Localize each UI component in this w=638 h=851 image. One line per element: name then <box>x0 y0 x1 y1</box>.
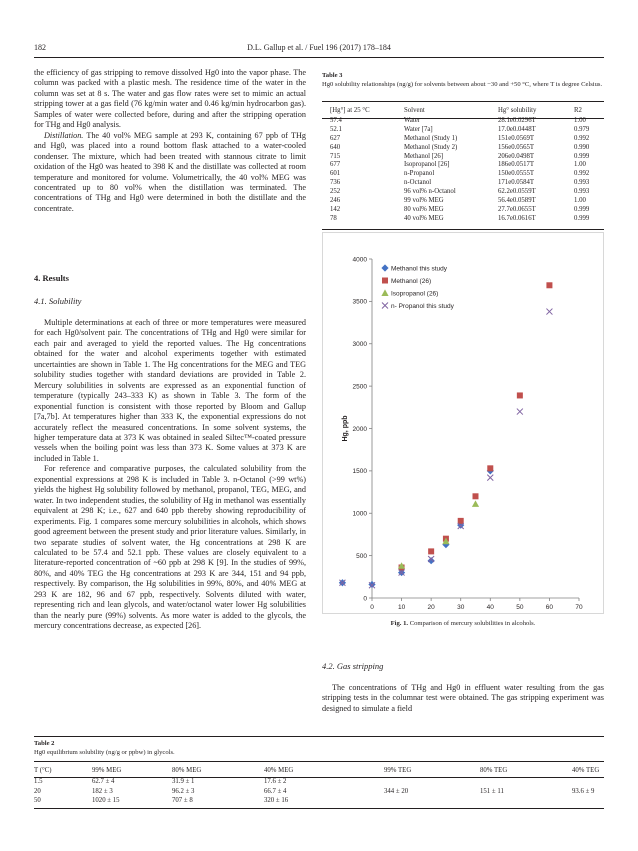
table3-cell: 715 <box>330 152 341 160</box>
table3-cell: 0.999 <box>574 152 590 160</box>
gas-stripping-paragraph <box>322 683 604 714</box>
data-point-diamond <box>428 557 435 564</box>
y-tick-label: 2500 <box>352 383 367 391</box>
left-column-results <box>34 318 306 632</box>
table3-cell: Isopropanol [26] <box>404 161 450 169</box>
y-tick-label: 3000 <box>352 341 367 349</box>
table2-header-cell: 99% MEG <box>92 767 122 774</box>
table2-cell: 50 <box>34 797 41 805</box>
table3-cell: Methanol (Study 2) <box>404 143 458 151</box>
table3-body <box>322 116 604 223</box>
x-tick-label: 70 <box>575 604 583 611</box>
y-tick-label: 2000 <box>352 425 367 433</box>
table3-row <box>322 187 604 196</box>
data-point-square <box>458 518 464 524</box>
results-paragraph-1: Multiple determinations at each of three or more temperatures were measured for each Hg0/solvent pair. The concentrations of THg and Hg0 were similar for each pair and averaged to yield the reported values. The Hg concentrations obtained for the water and alcohol experiments together with estimated uncertainties are shown in Table 1. The Hg concentrations for the MEG and TEG solubility studies together with standard deviations are provided in Table 2. Mercury solubilities in solvents are expressed as an exponential function of temperature (typically 243–333 K) as shown in Table 3. The form of the exponential function is consistent with those reported by Bloom and Gallup [7a,7b]. At temperatures higher than 333 K, the exponential expressions do not accurately reflect the measured concentrations. In some solvent systems, the higher temperature data at 373 K was obtained in sealed Siltec™-coated pressure vessels when the boiling point was less than 373 K. Some values at 373 K are included in Table 1. <box>34 318 306 463</box>
table2-cell: 707 ± 8 <box>172 797 193 805</box>
figure1-chart <box>322 232 604 614</box>
table2-cell: 1.5 <box>34 778 43 786</box>
table3-header-cell: R2 <box>574 106 582 114</box>
table2-header-cell: 40% MEG <box>264 767 294 774</box>
table3-row <box>322 143 604 152</box>
table2-row <box>34 777 604 787</box>
table3-row <box>322 134 604 143</box>
table3-cell: 28.1e0.0296T <box>498 116 536 124</box>
table2-caption-rule <box>34 761 604 762</box>
table3-cell: 56.4e0.0589T <box>498 196 536 204</box>
subsection-heading-gas-stripping: 4.2. Gas stripping <box>322 661 384 671</box>
table3-cell: 0.993 <box>574 179 590 187</box>
table2-cell <box>480 796 572 806</box>
table3-row <box>322 178 604 187</box>
legend-label: Methanol this study <box>391 265 448 273</box>
table3-cell: 601 <box>330 170 341 178</box>
table3-cell: 186e0.0517T <box>498 161 535 169</box>
table3-row <box>322 196 604 205</box>
table3-caption: Hg0 solubility relationships (ng/g) for solvents between about −30 and +50 °C, where T is degree Celsius. <box>322 81 603 88</box>
legend-marker-triangle <box>381 289 388 296</box>
legend-marker-diamond <box>381 264 388 271</box>
y-tick-label: 0 <box>363 595 367 603</box>
header-rule <box>34 57 604 58</box>
table3-cell: 40 vol% MEG <box>404 214 444 222</box>
table3-cell: 736 <box>330 179 341 187</box>
table3-cell: 0.993 <box>574 188 590 196</box>
distillation-text: The 40 vol% MEG sample at 293 K, containing 67 ppb of THg and Hg0, was placed into a round bottom flask attached to a water-cooled condenser. The mixture, which had been treated with stannous citrate to limit oxidation of the Hg0 was heated to 398 K and the distillate was collected at room temperature and monitored for volume. Volumetrically, the 40 vol% MEG was concentrated up to 80 vol% when the distillation was terminated. The concentrations of THg and Hg0 were determined in both the distillate and the concentrate. <box>34 130 306 213</box>
table2-header-cell: T (°C) <box>34 767 52 774</box>
table3-cell: 1.00 <box>574 116 586 124</box>
figure1-caption <box>322 619 604 628</box>
table2-row <box>34 787 604 797</box>
table3-header-rule <box>322 118 604 119</box>
table3-header-row <box>322 104 604 116</box>
table3-row <box>322 169 604 178</box>
table3-cell: 16.7e0.0616T <box>498 214 536 222</box>
table2-header-rule <box>34 777 604 778</box>
table3-cell: 78 <box>330 214 337 222</box>
data-point-x <box>546 309 552 315</box>
table2-bottom-rule <box>34 808 604 809</box>
table3-cell: Methanol (Study 1) <box>404 134 458 142</box>
table3-cell: n-Propanol <box>404 170 435 178</box>
table2-top-rule <box>34 736 604 737</box>
table3-cell: 0.992 <box>574 170 590 178</box>
table3-row <box>322 152 604 161</box>
table3-cell: 151e0.0569T <box>498 134 535 142</box>
legend-label: Methanol (26) <box>391 277 432 285</box>
table3-cell: 1.00 <box>574 161 586 169</box>
y-tick-label: 4000 <box>352 256 367 264</box>
table2-caption: Hg0 equilibrium solubility (ng/g or ppbw) in glycols. <box>34 749 175 756</box>
distillation-label: Distillation. <box>44 130 84 140</box>
table3-cell: 627 <box>330 134 341 142</box>
table3-cell: 0.990 <box>574 143 590 151</box>
table3-header-cell: [Hg°] at 25 °C <box>330 106 370 114</box>
table3-cell: 0.999 <box>574 205 590 213</box>
table2-cell: 344 ± 20 <box>384 787 409 795</box>
data-point-diamond <box>368 581 375 588</box>
table2-cell <box>572 796 604 806</box>
subsection-heading-solubility: 4.1. Solubility <box>34 296 82 306</box>
data-point-square <box>517 392 523 398</box>
figure1-caption-text: Comparison of mercury solubilities in alcohols. <box>409 620 536 627</box>
data-point-x <box>487 475 493 481</box>
table3-row <box>322 205 604 214</box>
data-point-square <box>473 493 479 499</box>
table3-cell: 52.1 <box>330 125 342 133</box>
data-point-square <box>546 282 552 288</box>
table2-row <box>34 796 604 806</box>
x-tick-label: 10 <box>397 604 406 611</box>
legend-label: Isopropanol (26) <box>391 290 439 298</box>
y-tick-label: 500 <box>356 552 367 560</box>
table3-cell: Water [7a] <box>404 125 433 133</box>
y-tick-label: 1000 <box>352 510 367 518</box>
table2-body <box>34 777 604 806</box>
gas-stripping-text: The concentrations of THg and Hg0 in effluent water resulting from the gas stripping tests in the columnar test were obtained. The gas stripping experiment was designed to simulate a field <box>322 683 604 713</box>
table3-cell: 246 <box>330 196 341 204</box>
table3-cell: 99 vol% MEG <box>404 196 444 204</box>
intro-paragraph: the efficiency of gas stripping to remove dissolved Hg0 into the vapor phase. The column was packed with a plastic mesh. The residence time of the water in the column was set at 8 s. The water and gas flow rates were set to mimic an actual stripping tower at a gas field (76 kg/min water and 0.46 kg/min hydrocarbon gas). Samples of water were collected before, during and after the stripping operation for THg and Hg0 analysis. <box>34 68 306 130</box>
table3-cell: 27.7e0.0655T <box>498 205 536 213</box>
table3-cell: Methanol [26] <box>404 152 444 160</box>
table2-cell: 62.7 ± 4 <box>92 778 115 786</box>
table3-cell: 17.0e0.0448T <box>498 125 536 133</box>
distillation-paragraph <box>34 131 306 215</box>
table2-cell: 93.6 ± 9 <box>572 787 595 795</box>
y-tick-label: 3500 <box>352 298 367 306</box>
table3-bottom-rule <box>322 229 604 230</box>
data-point-square <box>487 465 493 471</box>
table2-header-cell: 40% TEG <box>572 767 600 774</box>
x-tick-label: 60 <box>545 604 554 611</box>
table3-cell: 150e0.0555T <box>498 170 535 178</box>
data-point-square <box>428 548 434 554</box>
section-heading-results: 4. Results <box>34 273 69 283</box>
table2-header-cell: 99% TEG <box>384 767 412 774</box>
table2-label: Table 2 <box>34 740 55 747</box>
table3-row <box>322 214 604 223</box>
table2-cell: 20 <box>34 787 41 795</box>
table2-cell <box>480 777 572 787</box>
table2-cell: 31.9 ± 1 <box>172 778 195 786</box>
x-tick-label: 30 <box>457 604 465 611</box>
table3-top-rule <box>322 101 604 102</box>
x-tick-label: 0 <box>370 604 374 611</box>
y-tick-label: 1500 <box>352 468 367 476</box>
table3-row <box>322 160 604 169</box>
table2-cell: 96.2 ± 3 <box>172 787 195 795</box>
table3-cell: 1.00 <box>574 196 586 204</box>
table3-cell: 0.992 <box>574 134 590 142</box>
legend-marker-x <box>382 303 388 309</box>
data-point-triangle <box>472 500 479 507</box>
data-point-x <box>517 409 523 415</box>
table2-cell: 66.7 ± 4 <box>264 787 287 795</box>
x-tick-label: 20 <box>427 604 435 611</box>
table3-cell: n-Octanol <box>404 179 432 187</box>
table3-cell: 80 vol% MEG <box>404 205 444 213</box>
table3-cell: 171e0.0584T <box>498 179 535 187</box>
table2-header-cell: 80% MEG <box>172 767 202 774</box>
table2-cell: 17.6 ± 2 <box>264 778 287 786</box>
x-tick-label: 50 <box>516 604 524 611</box>
table3-cell: 252 <box>330 188 341 196</box>
table3-cell: 640 <box>330 143 341 151</box>
table3-header-cell: Solvent <box>404 106 425 114</box>
table3-cell: 142 <box>330 205 341 213</box>
table2-cell: 182 ± 3 <box>92 787 113 795</box>
y-axis-label: Hg, ppb <box>342 415 349 442</box>
table2-header-row <box>34 764 604 777</box>
table2-cell <box>384 796 480 806</box>
page-number: 182 <box>34 43 46 52</box>
left-column-top <box>34 68 306 214</box>
table2-cell: 151 ± 11 <box>480 787 504 795</box>
legend-label: n- Propanol this study <box>391 302 454 310</box>
table3-cell: Water <box>404 116 421 124</box>
running-title: D.L. Gallup et al. / Fuel 196 (2017) 178–184 <box>247 43 391 52</box>
results-paragraph-2: For reference and comparative purposes, the calculated solubility from the exponential expressions at 298 K is included in Table 3. n-Octanol (>99 wt%) yields the highest Hg solubility followed by methanol, propanol, TEG, MEG, and water. In two independent studies, the solubility of Hg in methanol was essentially equivalent at 298 K; i.e., 627 and 640 ppb thereby showing reproducibility of experiments. Fig. 1 compares some mercury solubilities in alcohols, which shows good agreement between the present study and prior literature values. Similarly, in two separate studies of solvent water, the Hg concentrations at 298 K are calculated to be 57.4 and 52.1 ppb. These values are closely equivalent to a literature-reported concentration of ~60 ppb at 298 K [9]. In the studies of 99%, 80%, and 40% TEG the Hg concentrations at 293 K are 344, 151 and 94 ppb, respectively. By comparison, the Hg solubilities in 99%, 80%, and 40% MEG at 293 K are 182, 96 and 67 ppb, respectively. Solvents diluted with water, representing rich and lean glycols, and water/octanol water lower Hg solubilities than the nearly pure (99%) solvents. As more water is added to the glycols, the mercury concentrations decrease, as expected [26]. <box>34 464 306 631</box>
table3-label: Table 3 <box>322 72 343 79</box>
table3-cell: 0.979 <box>574 125 590 133</box>
table2-cell <box>384 777 480 787</box>
table3-cell: 62.2e0.0559T <box>498 188 536 196</box>
table2-header-cell: 80% TEG <box>480 767 508 774</box>
table2-cell: 320 ± 16 <box>264 797 289 805</box>
table2-cell <box>572 777 604 787</box>
table3-cell: 206e0.0498T <box>498 152 535 160</box>
legend-marker-square <box>382 278 388 284</box>
table3-row <box>322 125 604 134</box>
table3-header-cell: Hg° solubility <box>498 106 537 114</box>
table3-cell: 57.4 <box>330 116 342 124</box>
table3-cell: 0.999 <box>574 214 590 222</box>
figure1-label: Fig. 1. <box>390 620 409 627</box>
table3-cell: 96 vol% n-Octanol <box>404 188 456 196</box>
table3-cell: 156e0.0565T <box>498 143 535 151</box>
x-tick-label: 40 <box>486 604 494 611</box>
table3-cell: 677 <box>330 161 341 169</box>
table2-cell: 1020 ± 15 <box>92 797 120 805</box>
table3 <box>322 104 604 223</box>
table2 <box>34 764 604 806</box>
